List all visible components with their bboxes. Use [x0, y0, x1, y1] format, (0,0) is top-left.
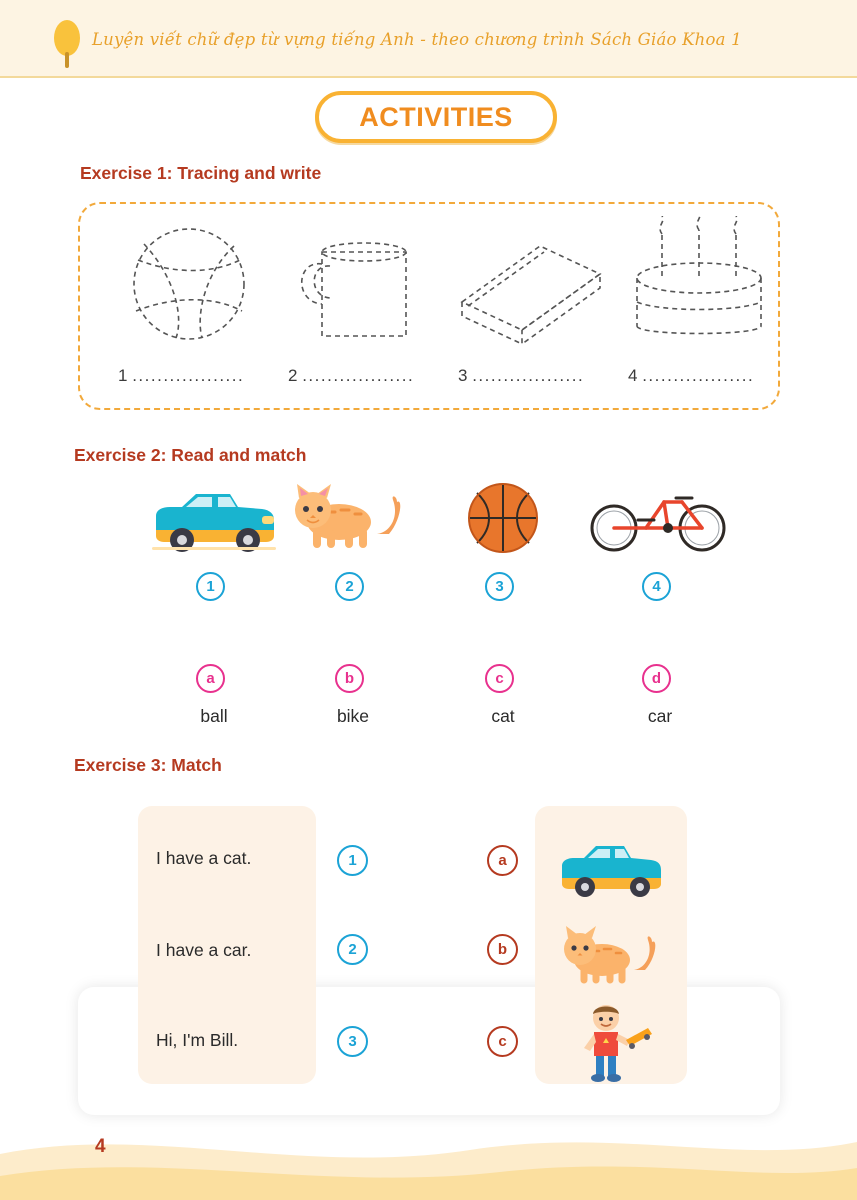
- exercise2-word-bike: bike: [336, 706, 370, 726]
- exercise1-heading: Exercise 1: Tracing and write: [80, 163, 322, 183]
- exercise3-number-1[interactable]: 1: [337, 845, 368, 876]
- exercise3-sentence-2: I have a car.: [156, 940, 252, 960]
- exercise2-letter-b[interactable]: b: [335, 664, 364, 693]
- cat-icon: [273, 476, 433, 554]
- exercise2-number-2[interactable]: 2: [335, 572, 364, 601]
- page-number: 4: [95, 1136, 106, 1157]
- car-icon: [548, 832, 674, 904]
- exercise3-number-3[interactable]: 3: [337, 1026, 368, 1057]
- bicycle-icon: [580, 476, 740, 554]
- exercise1-tracing-box: [78, 202, 780, 410]
- exercise2-number-3[interactable]: 3: [485, 572, 514, 601]
- exercise2-column-2: [273, 476, 433, 726]
- car-icon: [134, 476, 294, 554]
- exercise2-word-cat: cat: [491, 706, 515, 726]
- exercise3-number-2[interactable]: 2: [337, 934, 368, 965]
- ball-outline-icon: [104, 216, 274, 356]
- exercise2-word-car: car: [647, 706, 673, 726]
- exercise2-heading: Exercise 2: Read and match: [74, 445, 307, 465]
- footer-wave: [0, 1080, 857, 1200]
- exercise2-word-ball: ball: [200, 706, 228, 726]
- exercise3-sentence-1: I have a cat.: [156, 848, 252, 868]
- activities-label: ACTIVITIES: [359, 101, 513, 132]
- exercise3-letter-c[interactable]: c: [487, 1026, 518, 1057]
- exercise2-letter-a[interactable]: a: [196, 664, 225, 693]
- mug-outline-icon: [274, 216, 444, 356]
- exercise2-number-1[interactable]: 1: [196, 572, 225, 601]
- page-header: [0, 0, 857, 78]
- exercise2-column-3: [423, 476, 583, 726]
- exercise3-sentence-3: Hi, I'm Bill.: [156, 1030, 239, 1050]
- trace-label-2: 2 ..................: [288, 366, 415, 385]
- exercise3-heading: Exercise 3: Match: [74, 755, 222, 775]
- exercise2-column-4: [580, 476, 740, 726]
- trace-label-4: 4 ..................: [628, 366, 755, 385]
- trace-label-1: 1 ..................: [118, 366, 245, 385]
- basketball-icon: [423, 476, 583, 554]
- trace-label-3: 3 ..................: [458, 366, 585, 385]
- cat-icon: [548, 918, 674, 990]
- boy-with-skateboard-icon: [548, 1002, 674, 1084]
- exercise2-letter-c[interactable]: c: [485, 664, 514, 693]
- header-title: Luyện viết chữ đẹp từ vựng tiếng Anh - theo chương trình Sách Giáo Khoa 1: [92, 30, 742, 49]
- exercise3-letter-b[interactable]: b: [487, 934, 518, 965]
- cake-outline-icon: [614, 216, 784, 356]
- exercise3-letter-a[interactable]: a: [487, 845, 518, 876]
- book-outline-icon: [444, 216, 614, 356]
- tree-icon: [54, 20, 80, 68]
- exercise2-number-4[interactable]: 4: [642, 572, 671, 601]
- exercise2-letter-d[interactable]: d: [642, 664, 671, 693]
- activities-badge: [315, 91, 557, 143]
- exercise2-column-1: [134, 476, 294, 726]
- exercise2-area: [78, 476, 780, 741]
